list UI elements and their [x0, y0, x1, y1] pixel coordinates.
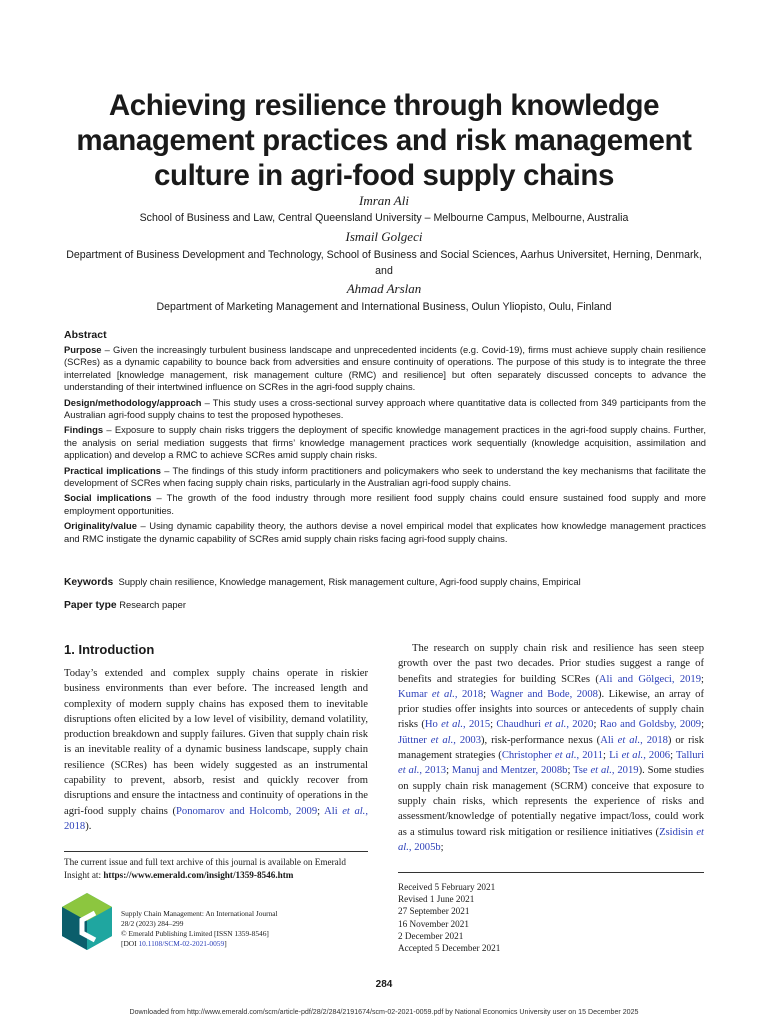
paper-type: Paper type Research paper [64, 599, 186, 611]
body-text: ; [490, 719, 497, 731]
body-text: ; [446, 765, 452, 777]
journal-doi: [DOI 10.1108/SCM-02-2021-0059] [121, 939, 227, 948]
journal-name: Supply Chain Management: An International Journal [121, 909, 278, 918]
citation-link[interactable]: Li et al., 2006 [609, 750, 671, 762]
date-revised: 2 December 2021 [398, 930, 464, 941]
body-text: ; [483, 688, 491, 700]
download-notice: Downloaded from http://www.emerald.com/scm/article-pdf/28/2/284/2191674/scm-02-2021-0059.pdf by National Economics University user on 15 December 2025 [129, 1008, 639, 1016]
paper-title: Achieving resilience through knowledge management practices and risk management culture in agri-food supply chains [76, 89, 692, 192]
author-affiliation: Department of Business Development and Technology, School of Business and Social Sciences, Aarhus Universitet, Herning, Denmark, and [66, 249, 702, 277]
abstract-originality: Originality/value – Using dynamic capability theory, the authors devise a novel empirical model that explicates how knowledge management practices and RMC instigate the dynamic capability of SCRes amid supply chain risks facing agri-food supply chains. [64, 520, 706, 544]
citation-link[interactable]: Talluri et al., 2013 [398, 750, 705, 777]
abstract-purpose: Purpose – Given the increasingly turbulent business landscape and unprecedented incidents (e.g. Covid-19), firms must achieve supply chain resilience (SCRes) as a dynamic capability to bounce back from adversities and ensure continuity of operations. The purpose of this study is to integrate the three interrelated [knowledge management, risk management culture (RMC) and resilience] but often separately discussed concepts to advance the understanding of their intertwined influence on SCRes in the agri-food supply chains. [64, 344, 706, 392]
abstract-social-implications: Social implications – The growth of the food industry through more resilient food supply chains could ensure sustained food supply and more employment opportunities. [64, 492, 707, 516]
author-affiliation: Department of Marketing Management and International Business, Oulun Yliopisto, Oulu, Finland [156, 301, 612, 313]
body-text: The research on supply chain risk and resilience has seen steep growth over the past two decades. Prior studies suggest a range of benefits and strategies for building SCRes ( [398, 643, 704, 685]
journal-info [121, 909, 361, 949]
date-accepted: Accepted 5 December 2021 [398, 943, 501, 954]
body-text: ) or risk management strategies ( [398, 734, 705, 762]
citation-link[interactable]: Rao and Goldsby, 2009 [599, 719, 702, 731]
citation-link[interactable]: Ponomarov and Holcomb, 2009 [176, 805, 318, 817]
author-name: Imran Ali [359, 193, 409, 208]
date-revised: Revised 1 June 2021 [398, 894, 475, 905]
article-dates [398, 881, 704, 954]
citation-link[interactable]: Ali and Gölgeci, 2019 [598, 673, 702, 685]
body-text: ), risk-performance nexus ( [481, 734, 601, 746]
body-text: ). Likewise, an array of prior studies offer insights into sources or antecedents of supply chain risks ( [398, 688, 704, 731]
abstract-practical-implications: Practical implications – The findings of this study inform practitioners and policymakers who seek to understand the key mechanisms that facilitate the development of SCRes when facing supply chain risks, particularly in the Australian agri-food supply chains. [64, 464, 706, 488]
journal-url-link[interactable]: https://www.emerald.com/insight/1359-8546.htm [103, 869, 294, 880]
doi-link[interactable]: 10.1108/SCM-02-2021-0059 [138, 939, 225, 948]
citation-link[interactable]: Chaudhuri et al., 2020 [496, 719, 594, 731]
footnote-divider [64, 851, 368, 852]
intro-left-column: Today’s extended and complex supply chains operate in riskier business environments than ever before. The increased length and complexity of modern supply chains has exposed them to inevitable disruptions often elicited by a low level of visibility, demand volatility, production breakdown and supply failures. Given that supply chain risk is an inevitable reality of a dynamic business landscape, supply chain resilience (SCRes) has been widely suggested as an instrumental capability to prevent, absorb, resist and quickly recover from disruptions and ensure the intactness and continuity of operations in the agri-food supply chains (Ponomarov and Holcomb, 2009; Ali et al., 2018). [64, 668, 368, 832]
body-text: ; [603, 750, 610, 762]
abstract-design: Design/methodology/approach – This study uses a cross-sectional survey approach where quantitative data is collected from 349 participants from the Australian agri-food supply chains to test the proposed hypotheses. [64, 396, 706, 420]
abstract-heading: Abstract [64, 329, 107, 341]
date-revised: 27 September 2021 [398, 906, 470, 917]
body-text: ; [701, 719, 705, 731]
intro-right-column [398, 641, 704, 855]
date-revised: 16 November 2021 [398, 918, 469, 929]
citation-link[interactable]: Kumar et al., 2018 [398, 688, 484, 700]
citation-link[interactable]: Manuj and Mentzer, 2008b [451, 765, 568, 777]
abstract-findings: Findings – Exposure to supply chain risks triggers the deployment of specific knowledge management practices in the agri-food supply chains. Further, the analysis on serial mediation suggests that firms’ knowledge management practices work sequentially (knowledge acquisition, assimilation and application) and develop a RMC to achieve SCRes amid supply chain risks. [64, 424, 706, 460]
journal-publisher: © Emerald Publishing Limited [ISSN 1359-8546] [121, 929, 269, 938]
body-text: ; [440, 841, 444, 853]
section-heading: 1. Introduction [64, 642, 155, 657]
emerald-logo-icon [62, 893, 112, 957]
keywords: Keywords Supply chain resilience, Knowledge management, Risk management culture, Agri-food supply chains, Empirical [64, 576, 581, 588]
citation-link[interactable]: Jüttner et al., 2003 [398, 734, 482, 746]
citation-link[interactable]: Ali et al., 2018 [64, 805, 368, 832]
citation-link[interactable]: Zsidisin et al., 2005b [398, 826, 704, 853]
citation-link[interactable]: Christopher et al., 2011 [501, 750, 604, 762]
dates-divider [398, 872, 704, 873]
body-text: ; [670, 750, 676, 762]
body-text: ; [567, 765, 574, 777]
body-text: ; [593, 719, 600, 731]
body-text: ; [701, 673, 704, 685]
author-affiliation: School of Business and Law, Central Queensland University – Melbourne Campus, Melbourne, Australia [139, 212, 629, 224]
citation-link[interactable]: Ho et al., 2015 [424, 719, 491, 731]
journal-volume: 28/2 (2023) 284–299 [121, 919, 184, 928]
body-text: ). Some studies on supply chain risk management (SCRM) conceive that exposure to supply chain risks, which represents the experience of risks and assessment/knowledge of potentially negative impact/loss, could work as a stimulus toward risk mitigation or resilience initiatives ( [398, 765, 705, 838]
citation-link[interactable]: Tse et al., 2019 [573, 765, 639, 777]
author-name: Ismail Golgeci [345, 229, 423, 244]
abstract [64, 329, 706, 548]
date-received: Received 5 February 2021 [398, 882, 496, 892]
page-number: 284 [375, 979, 393, 990]
author-name: Ahmad Arslan [346, 281, 422, 296]
citation-link[interactable]: Ali et al., 2018 [600, 734, 668, 746]
citation-link[interactable]: Wagner and Bode, 2008 [490, 688, 598, 700]
footnote: The current issue and full text archive of this journal is available on Emerald Insight at: https://www.emerald.com/insight/1359-8546.htm [64, 857, 346, 880]
